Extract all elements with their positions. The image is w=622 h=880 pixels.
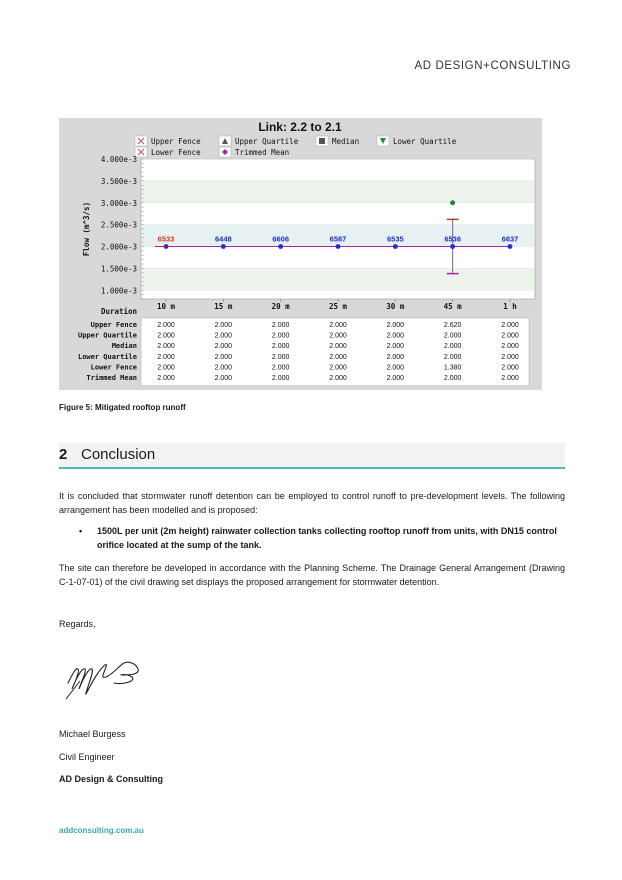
table-row-label: Upper Quartile (77, 331, 137, 340)
table-cell: 2.000 (501, 353, 519, 361)
table-cell: 2.000 (214, 322, 233, 329)
legend-label-lower-quartile: Lower Quartile (393, 137, 457, 146)
point-data-label: 6536 (444, 234, 462, 244)
section-title: Conclusion (81, 446, 156, 463)
bullet-mark: • (79, 526, 83, 536)
median-point (393, 244, 398, 249)
regards-text: Regards, (59, 619, 96, 629)
y-tick-label: 4.000e-3 (100, 155, 137, 164)
plot-band (142, 181, 534, 203)
y-tick-label: 1.500e-3 (100, 264, 137, 274)
table-cell: 2.000 (501, 332, 519, 340)
table-cell: 2.000 (386, 343, 405, 351)
bullet-text: 1500L per unit (2m height) rainwater collection tanks collecting rooftop runoff from units, with DN15 control orifice located at the sump of the tank. (97, 526, 557, 550)
table-cell: 2.000 (329, 343, 347, 351)
table-cell: 2.000 (214, 332, 233, 340)
table-cell: 2.000 (501, 364, 519, 372)
legend-label-lower-fence: Lower Fence (151, 148, 201, 157)
table-cell: 2.000 (386, 364, 405, 372)
x-axis-label: Duration (100, 307, 138, 316)
table-cell: 2.000 (214, 364, 233, 372)
chart (59, 118, 542, 390)
chart-title: Link: 2.2 to 2.1 (258, 120, 342, 134)
point-data-label: 6533 (157, 234, 175, 244)
table-cell: 2.000 (443, 332, 462, 340)
y-tick-label: 3.500e-3 (100, 176, 137, 186)
table-cell: 2.000 (443, 375, 462, 382)
table-row-label: Trimmed Mean (86, 374, 137, 382)
y-tick-label: 1.000e-3 (100, 286, 137, 296)
table-cell: 2.000 (214, 343, 233, 351)
median-point (336, 244, 341, 249)
legend-label-trimmed-mean: Trimmed Mean (235, 148, 290, 157)
table-cell: 2.000 (329, 375, 347, 382)
y-tick-label: 2.500e-3 (100, 220, 137, 230)
brand-logo-text: AD DESIGN+CONSULTING (414, 60, 571, 72)
table-cell: 2.000 (157, 332, 175, 340)
table-cell: 2.000 (443, 353, 462, 361)
table-cell: 2.000 (214, 353, 233, 361)
table-cell: 2.000 (271, 343, 290, 351)
paragraph-conclusion: The site can therefore be developed in accordance with the Planning Scheme. The Drainage General Arrangement (Drawing C-1-07-01) of the civil drawing set displays the proposed arrangement for stormwater detention. (59, 563, 565, 587)
table-cell: 2.000 (271, 375, 290, 382)
table-cell: 2.000 (329, 353, 347, 361)
table-cell: 2.000 (214, 375, 233, 382)
table-row-label: Median (111, 342, 137, 351)
point-data-label: 6606 (272, 234, 290, 244)
x-tick-label: 45 m (443, 302, 462, 311)
table-cell: 2.000 (329, 364, 347, 372)
y-tick-label: 2.000e-3 (100, 242, 137, 252)
point-data-label: 6535 (386, 234, 404, 244)
table-cell: 2.000 (157, 343, 175, 351)
table-cell: 2.000 (501, 322, 519, 329)
signature-image (62, 655, 144, 700)
table-cell: 2.000 (386, 322, 405, 329)
section-number: 2 (59, 446, 68, 463)
table-cell: 2.000 (157, 322, 175, 329)
table-cell: 2.000 (386, 332, 405, 340)
signer-title: Civil Engineer (59, 752, 115, 762)
table-cell: 2.000 (271, 353, 290, 361)
median-point (450, 244, 455, 249)
table-cell: 2.000 (329, 332, 347, 340)
table-cell: 2.000 (271, 364, 290, 372)
table-cell: 2.000 (271, 332, 290, 340)
legend-label-upper-quartile: Upper Quartile (235, 137, 299, 146)
median-point (221, 244, 226, 249)
legend-label-upper-fence: Upper Fence (151, 137, 201, 146)
table-cell: 2.000 (157, 353, 175, 361)
x-tick-label: 30 m (386, 302, 405, 311)
signer-company: AD Design & Consulting (59, 774, 163, 784)
table-cell: 2.000 (157, 375, 175, 382)
table-row-label: Upper Fence (90, 321, 137, 329)
table-cell: 2.000 (501, 375, 519, 382)
table-cell: 2.000 (329, 322, 347, 329)
section-heading (59, 443, 565, 469)
table-cell: 2.000 (443, 343, 462, 351)
table-row-label: Lower Fence (90, 363, 137, 372)
x-tick-label: 10 m (156, 302, 176, 311)
table-cell: 2.000 (271, 322, 290, 329)
y-tick-label: 3.000e-3 (100, 198, 137, 208)
table-cell: 2.000 (386, 375, 405, 382)
x-tick-label: 1 h (503, 302, 517, 311)
paragraph-intro: It is concluded that stormwater runoff detention can be employed to control runoff to pre-development levels. The following arrangement has been modelled and is proposed: (59, 491, 565, 515)
table-cell: 1.380 (443, 364, 462, 372)
x-tick-label: 20 m (271, 302, 290, 311)
legend-marker-median (319, 138, 325, 144)
point-data-label: 6448 (214, 234, 232, 244)
figure-caption: Figure 5: Mitigated rooftop runoff (59, 403, 186, 412)
table-cell: 2.000 (157, 364, 175, 372)
footer-url: addconsulting.com.au (59, 826, 144, 835)
plot-band (142, 268, 534, 290)
y-axis-label: Flow (m^3/s) (82, 201, 91, 257)
median-point (508, 244, 513, 249)
outlier-point (450, 200, 455, 205)
median-point (278, 244, 283, 249)
signer-name: Michael Burgess (59, 729, 126, 739)
legend-label-median: Median (332, 137, 360, 146)
point-data-label: 6637 (501, 234, 519, 244)
chart-svg (59, 118, 542, 390)
x-tick-label: 15 m (214, 302, 233, 311)
x-tick-label: 25 m (328, 302, 348, 311)
table-row-label: Lower Quartile (77, 352, 137, 361)
table-cell: 2.000 (501, 343, 519, 351)
table-cell: 2.000 (386, 353, 405, 361)
point-data-label: 6587 (329, 234, 347, 244)
table-cell: 2.620 (443, 322, 462, 329)
